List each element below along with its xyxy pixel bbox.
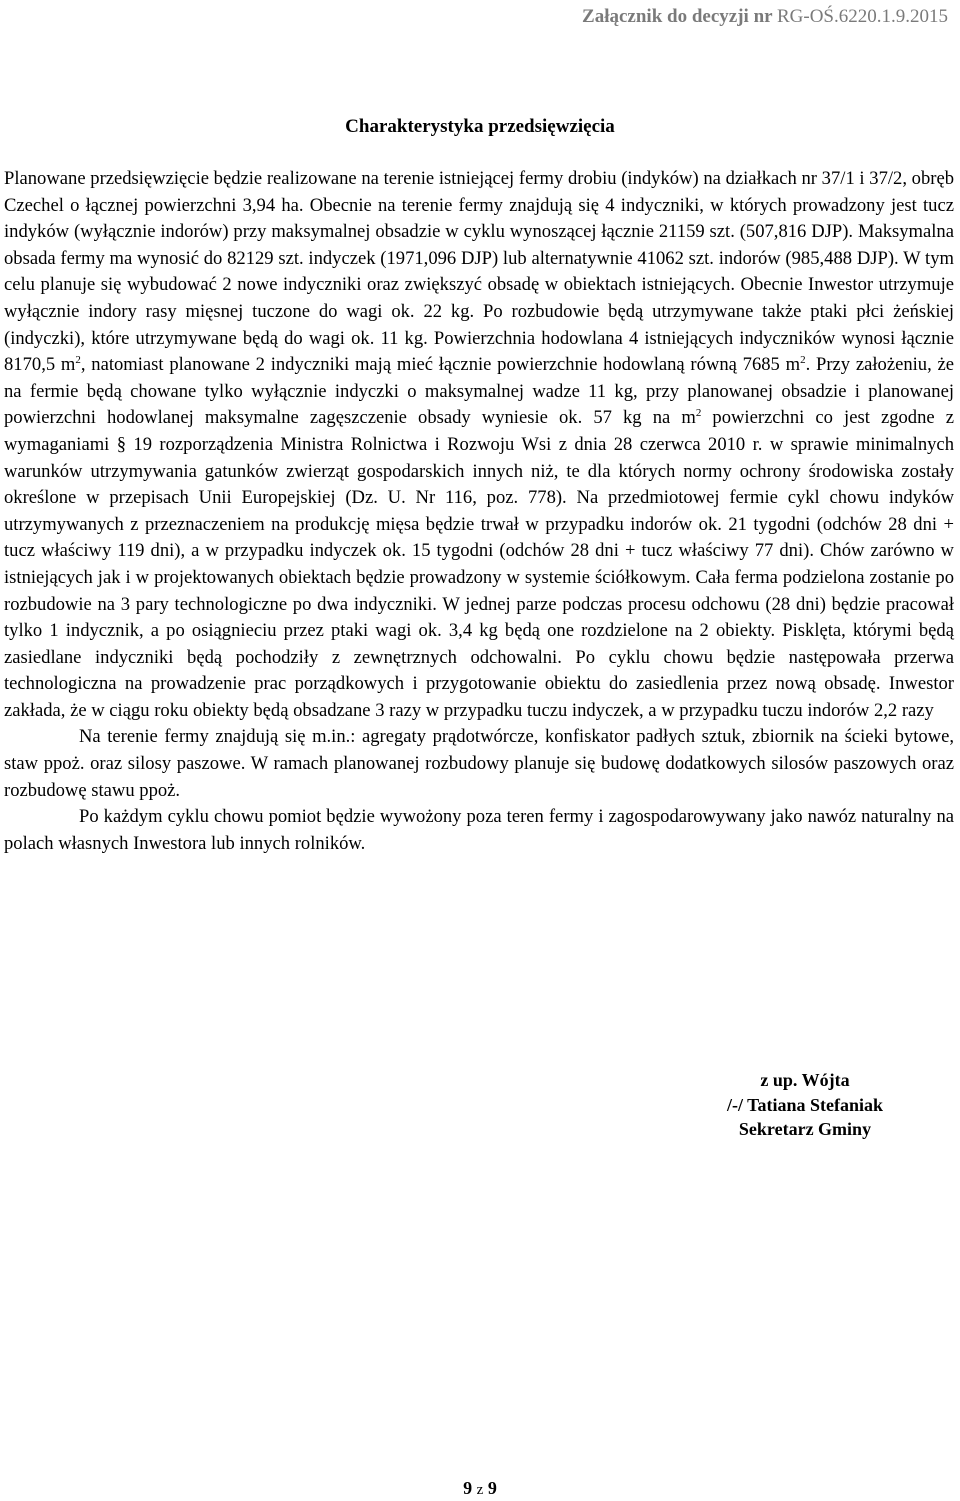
signature-block — [700, 1068, 910, 1142]
paragraph-main-part-b: , natomiast planowane 2 indyczniki mają mieć łącznie powierzchnie hodowlaną równą 7685 m — [80, 354, 801, 376]
paragraph-facilities: Na terenie fermy znajdują się m.in.: agregaty prądotwórcze, konfiskator padłych sztuk, zbiornik na ścieki bytowe, staw ppoż. oraz silosy paszowe. W ramach planowanej rozbudowy planuje się budowę dodatkowych silosów paszowych oraz rozbudowę stawu ppoż. — [4, 726, 954, 801]
document-title: Charakterystyka przedsięwzięcia — [345, 116, 615, 137]
decision-number: RG-OŚ.6220.1.9.2015 — [776, 6, 948, 27]
header-label: Załącznik do decyzji nr — [582, 6, 773, 27]
superscript: 2 — [695, 407, 702, 420]
signature-line-1: z up. Wójta — [760, 1070, 850, 1090]
superscript: 2 — [800, 353, 806, 366]
paragraph-main-part-c: . Przy założeniu, że na fermie będą chowane tylko wyłącznie indyczki o maksymalnej wadze 11 kg, przy planowanej obsadzie i planowanej powierzchni hodowlanej maksymalne zagęszczenie obsady wyniesie ok. 57 kg na m — [4, 354, 955, 429]
superscript: 2 — [75, 353, 81, 366]
page-number — [0, 1478, 960, 1499]
signature-line-3: Sekretarz Gminy — [738, 1119, 872, 1139]
paragraph-main — [4, 166, 954, 724]
document-header — [582, 6, 948, 28]
page-total: 9 — [487, 1478, 497, 1498]
page-of: z — [476, 1482, 484, 1498]
document-body — [4, 166, 954, 857]
paragraph-manure: Po każdym cyklu chowu pomiot będzie wywożony poza teren fermy i zagospodarowywany jako nawóz naturalny na polach własnych Inwestora lub innych rolników. — [4, 806, 954, 854]
paragraph-main-part-d: powierzchni co jest zgodne z wymaganiami § 19 rozporządzenia Ministra Rolnictwa i Rozwoju Wsi z dnia 28 czerwca 2010 r. w sprawie minimalnych warunków utrzymywania gatunków zwierząt gospodarskich innych niż, te dla których normy ochrony środowiska zostały określone w przepisach Unii Europejskiej (Dz. U. Nr 116, poz. 778). Na przedmiotowej fermie cykl chowu indyków utrzymywanych z przeznaczeniem na produkcję mięsa będzie trwał w przypadku indorów ok. 21 tygodni (odchów 28 dni + tucz właściwy 119 dni), a w przypadku indyczek ok. 15 tygodni (odchów 28 dni + tucz właściwy 77 dni). Chów zarówno w istniejących jak i w projektowanych obiektach będzie prowadzony w systemie ściółkowym. Cała ferma podzielona zostanie po rozbudowie na 3 pary technologiczne po dwa indyczniki. W jednej parze podczas procesu odchowu (28 dni) będzie pracował tylko 1 indycznik, a po osiągnieciu przez ptaki wagi ok. 3,4 kg będą one rozdzielone na 2 obiekty. Pisklęta, którymi będą zasiedlane indyczniki będą pochodziły z zewnętrznych odchowalni. Po cyklu chowu będzie następowała przerwa technologiczna na prowadzenie prac porządkowych i przygotowanie obiektu do zasiedlenia przez nową obsadę. Inwestor zakłada, że w ciągu roku obiekty będą obsadzane 3 razy w przypadku tuczu indyczek, a w przypadku tuczu indorów 2,2 razy — [4, 407, 954, 721]
page-current: 9 — [463, 1478, 473, 1498]
paragraph-main-part-a: Planowane przedsięwzięcie będzie realizowane na terenie istniejącej fermy drobiu (indyków) na działkach nr 37/1 i 37/2, obręb Czechel o łącznej powierzchni 3,94 ha. Obecnie na terenie fermy znajdują się 4 indyczniki, w których prowadzony jest tucz indyków (wyłącznie indorów) przy maksymalnej obsadzie w cyklu wynoszącej łącznie 21159 szt. (507,816 DJP). Maksymalna obsada fermy ma wynosić do 82129 szt. indyczek (1971,096 DJP) lub alternatywnie 41062 szt. indorów (985,488 DJP). W tym celu planuje się wybudować 2 nowe indyczniki oraz zwiększyć obsadę w obiektach istniejących. Obecnie Inwestor utrzymuje wyłącznie indory rasy mięsnej tuczone do wagi ok. 22 kg. Po rozbudowie będą utrzymywane także ptaki płci żeńskiej (indyczki), które utrzymywane będą do wagi ok. 11 kg. Powierzchnia hodowlana 4 istniejących indyczników wynosi łącznie 8170,5 m — [4, 168, 954, 376]
signature-line-2: /-/ Tatiana Stefaniak — [726, 1094, 884, 1115]
